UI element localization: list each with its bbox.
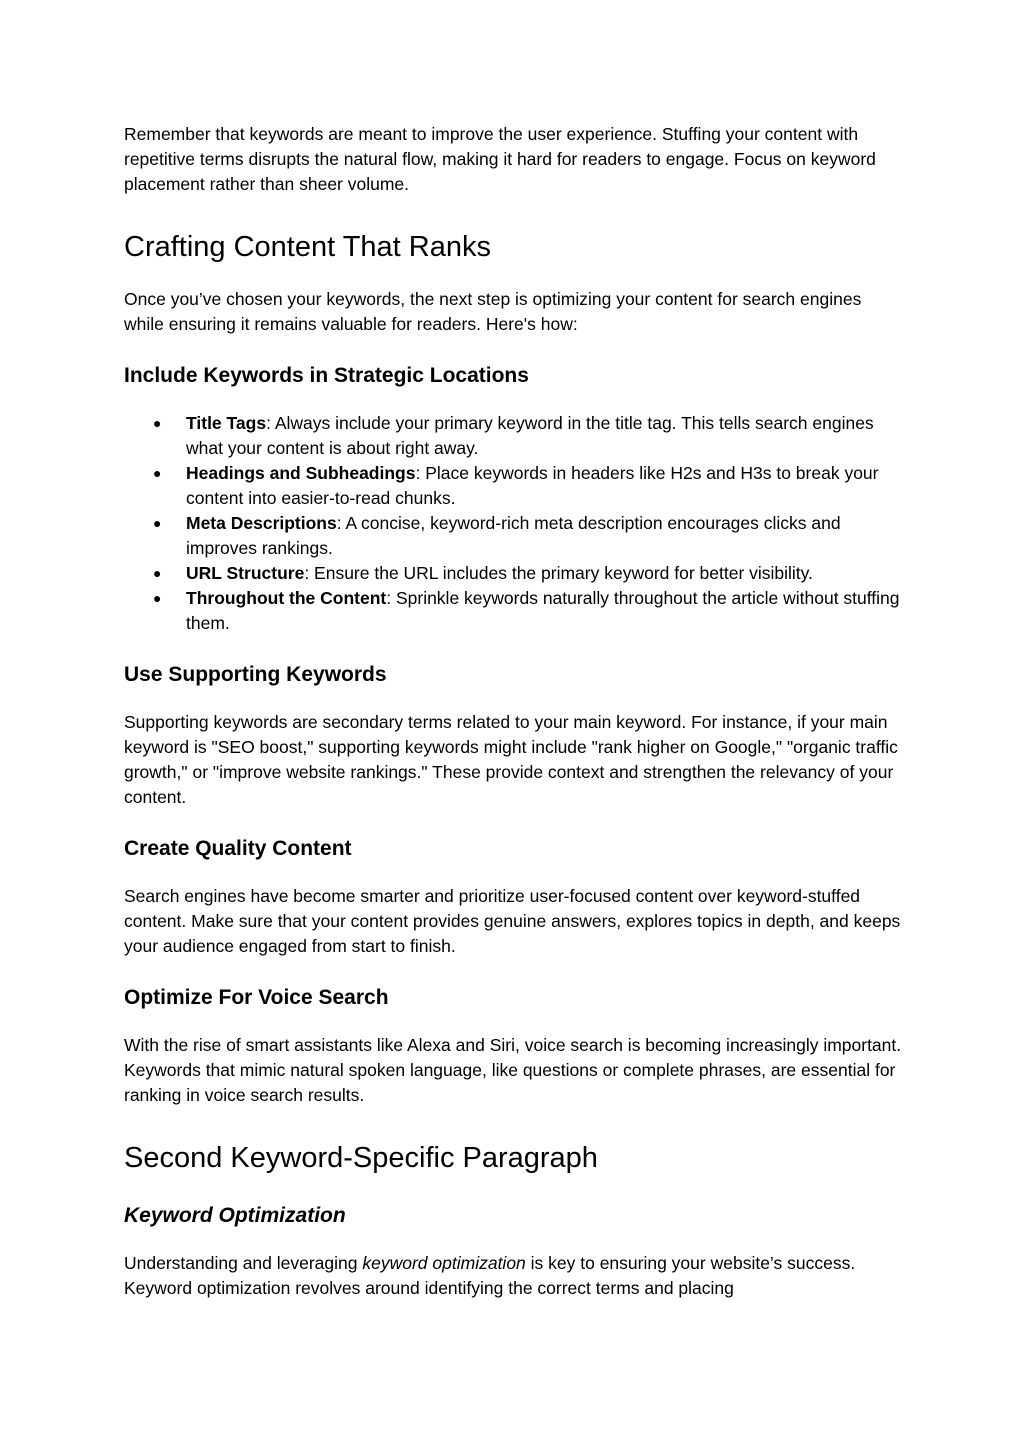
list-item (124, 411, 904, 461)
paragraph-text: Understanding and leveraging (124, 1253, 363, 1273)
paragraph-emphasis: keyword optimization (362, 1253, 526, 1273)
list-item-text: : Ensure the URL includes the primary keyword for better visibility. (304, 563, 813, 583)
bullet-icon: ● (153, 465, 162, 481)
bullet-icon: ● (153, 590, 162, 606)
list-item-term: Throughout the Content (186, 588, 387, 608)
list-item-term: URL Structure (186, 563, 305, 583)
list-item-term: Title Tags (186, 413, 267, 433)
list-item-term: Meta Descriptions (186, 513, 337, 533)
supporting-keywords-paragraph: Supporting keywords are secondary terms related to your main keyword. For instance, if your main keyword is "SEO boost," supporting keywords might include "rank higher on Google," "organic traffic growth," or "improve website rankings." These provide context and strengthen the relevancy of your content. (124, 712, 898, 807)
bullet-icon: ● (153, 515, 162, 531)
subheading-supporting-keywords: Use Supporting Keywords (124, 663, 387, 686)
list-item (124, 561, 904, 586)
section-title-second-keyword: Second Keyword-Specific Paragraph (124, 1142, 598, 1174)
bullet-icon: ● (153, 415, 162, 431)
list-item (124, 586, 904, 636)
section-title-crafting-content: Crafting Content That Ranks (124, 231, 491, 263)
subheading-quality-content: Create Quality Content (124, 837, 352, 860)
list-item-text: : Sprinkle keywords naturally throughout the article without stuffing them. (186, 588, 900, 633)
keyword-locations-list (124, 411, 904, 636)
bullet-icon: ● (153, 565, 162, 581)
subheading-voice-search: Optimize For Voice Search (124, 986, 389, 1009)
voice-search-paragraph: With the rise of smart assistants like Alexa and Siri, voice search is becoming increasingly important. Keywords that mimic natural spoken language, like questions or complete phrases, are essential for ranking in voice search results. (124, 1035, 902, 1105)
subheading-keyword-optimization: Keyword Optimization (124, 1204, 346, 1227)
list-item (124, 461, 904, 511)
list-item-text: : A concise, keyword-rich meta description encourages clicks and improves rankings. (186, 513, 841, 558)
keyword-optimization-paragraph (124, 1251, 904, 1301)
list-item-term: Headings and Subheadings (186, 463, 416, 483)
paragraph-text: is key to ensuring your website’s success. Keyword optimization revolves around identifying the correct terms and placing (124, 1253, 856, 1298)
list-item-text: : Place keywords in headers like H2s and H3s to break your content into easier-to-read chunks. (186, 463, 879, 508)
subheading-strategic-locations: Include Keywords in Strategic Locations (124, 364, 529, 387)
list-item (124, 511, 904, 561)
list-item-text: : Always include your primary keyword in the title tag. This tells search engines what your content is about right away. (186, 413, 874, 458)
intro-paragraph: Remember that keywords are meant to improve the user experience. Stuffing your content with repetitive terms disrupts the natural flow, making it hard for readers to engage. Focus on keyword placement rather than sheer volume. (124, 124, 876, 194)
quality-content-paragraph: Search engines have become smarter and prioritize user-focused content over keyword-stuffed content. Make sure that your content provides genuine answers, explores topics in depth, and keeps your audience engaged from start to finish. (124, 886, 901, 956)
section-intro-paragraph: Once you’ve chosen your keywords, the next step is optimizing your content for search engines while ensuring it remains valuable for readers. Here's how: (124, 289, 862, 334)
